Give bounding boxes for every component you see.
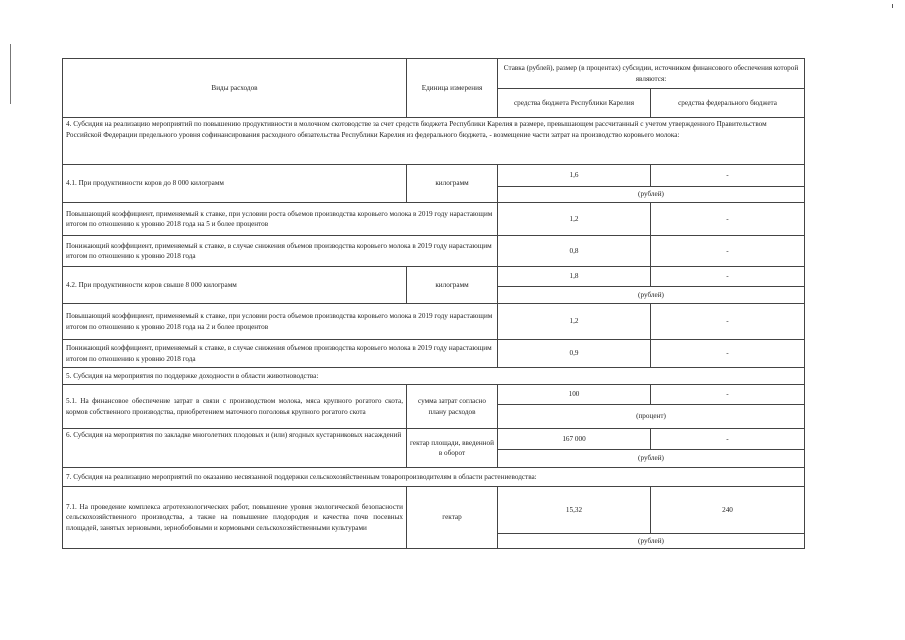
row-7-1-units-note: (рублей) — [498, 534, 805, 549]
header-rate: Ставка (рублей), размер (в процентах) субсидии, источником финансового обеспечения которой являются: — [498, 59, 805, 89]
row-4-2-down-regional: 0,9 — [498, 340, 651, 368]
row-4-1-units-note: (рублей) — [498, 187, 805, 203]
row-4-2-down-federal: - — [651, 340, 805, 368]
row-4-1-label: 4.1. При продуктивности коров до 8 000 килограмм — [63, 165, 407, 203]
row-4-1-federal: - — [651, 165, 805, 187]
row-4-1-up-label: Повышающий коэффициент, применяемый к ставке, при условии роста объемов производства коровьего молока в 2019 году нарастающим итогом по отношению к уровню 2018 года на 5 и более процентов — [63, 203, 498, 236]
row-4-2-label: 4.2. При продуктивности коров свыше 8 000 килограмм — [63, 267, 407, 304]
row-5-1-regional: 100 — [498, 385, 651, 405]
row-4-2-up-label: Повышающий коэффициент, применяемый к ставке, при условии роста объемов производства коровьего молока в 2019 году нарастающим итогом по отношению к уровню 2018 года на 2 и более процентов — [63, 304, 498, 340]
row-7-1-regional: 15,32 — [498, 487, 651, 534]
row-4-2-unit: килограмм — [407, 267, 498, 304]
row-4-2-down-label: Понижающий коэффициент, применяемый к ставке, в случае снижения объемов производства коровьего молока в 2019 году нарастающим итогом по отношению к уровню 2018 года — [63, 340, 498, 368]
header-types: Виды расходов — [63, 59, 407, 118]
subsidy-rates-table — [62, 58, 805, 549]
row-7-1-label: 7.1. На проведение комплекса агротехнологических работ, повышение уровня экологической безопасности сельскохозяйственного производства, а также на повышение плодородия и качества почв посевных площадей, занятых зерновыми, зернобобовыми и кормовыми сельскохозяйственными культурами — [63, 487, 407, 549]
row-5-1-units-note: (процент) — [498, 405, 805, 429]
scan-artifact-line — [10, 44, 11, 104]
header-unit: Единица измерения — [407, 59, 498, 118]
row-5-1-federal: - — [651, 385, 805, 405]
row-4-1-up-regional: 1,2 — [498, 203, 651, 236]
row-6-federal: - — [651, 429, 805, 450]
row-7-1-unit: гектар — [407, 487, 498, 549]
row-4-2-up-regional: 1,2 — [498, 304, 651, 340]
section-5-title: 5. Субсидия на мероприятия по поддержке доходности в области животноводства: — [63, 368, 805, 385]
row-6-regional: 167 000 — [498, 429, 651, 450]
section-4-title: 4. Субсидия на реализацию мероприятий по повышению продуктивности в молочном скотоводстве за счет средств бюджета Республики Карелия в размере, превышающем рассчитанный с учетом утвержденного Правительством Российской Федерации предельного уровня софинансирования расходного обязательства Республики Карелия из федерального бюджета, - возмещение части затрат на производство коровьего молока: — [63, 118, 805, 165]
row-4-1-regional: 1,6 — [498, 165, 651, 187]
row-4-2-up-federal: - — [651, 304, 805, 340]
row-4-1-down-regional: 0,8 — [498, 236, 651, 267]
row-5-1-label: 5.1. На финансовое обеспечение затрат в связи с производством молока, мяса крупного рогатого скота, кормов собственного производства, приобретением маточного поголовья крупного рогатого скота — [63, 385, 407, 429]
row-4-2-units-note: (рублей) — [498, 287, 805, 304]
row-4-1-unit: килограмм — [407, 165, 498, 203]
row-4-2-federal: - — [651, 267, 805, 287]
row-6-unit: гектар площади, введенной в оборот — [407, 429, 498, 468]
row-6-units-note: (рублей) — [498, 450, 805, 468]
header-regional: средства бюджета Республики Карелия — [498, 89, 651, 118]
row-5-1-unit: сумма затрат согласно плану расходов — [407, 385, 498, 429]
row-4-2-regional: 1,8 — [498, 267, 651, 287]
section-7-title: 7. Субсидия на реализацию мероприятий по оказанию несвязанной поддержки сельскохозяйственным товаропроизводителям в области растениеводства: — [63, 468, 805, 487]
scan-artifact-mark — [892, 4, 893, 8]
header-federal: средства федерального бюджета — [651, 89, 805, 118]
row-7-1-federal: 240 — [651, 487, 805, 534]
row-4-1-down-federal: - — [651, 236, 805, 267]
row-4-1-up-federal: - — [651, 203, 805, 236]
row-4-1-down-label: Понижающий коэффициент, применяемый к ставке, в случае снижения объемов производства коровьего молока в 2019 году нарастающим итогом по отношению к уровню 2018 года — [63, 236, 498, 267]
row-6-label: 6. Субсидия на мероприятия по закладке многолетних плодовых и (или) ягодных кустарниковых насаждений — [63, 429, 407, 468]
